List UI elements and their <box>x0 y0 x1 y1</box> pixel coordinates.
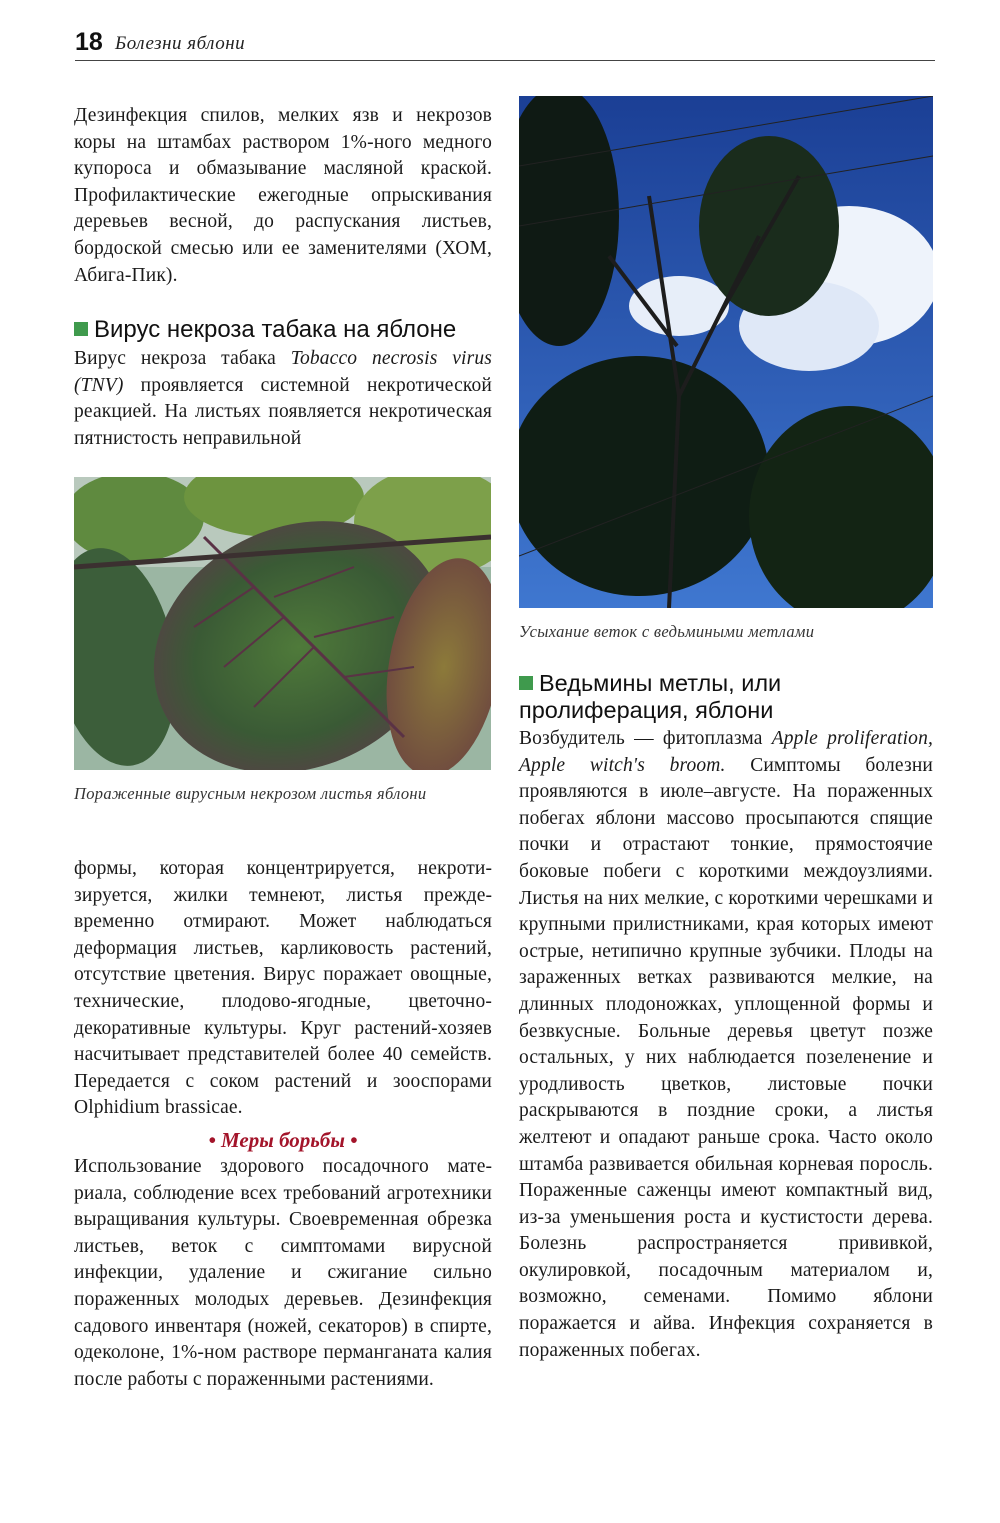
continuation-block <box>74 856 492 1122</box>
tnv-paragraph <box>74 346 492 452</box>
section-heading-witches-broom <box>519 670 933 724</box>
running-title: Болезни яблони <box>115 33 246 54</box>
witches-broom-section <box>519 670 933 1364</box>
wb-text-1: Возбудитель — фитоплазма <box>519 728 772 749</box>
section-heading-tnv-text: Вирус некроза табака на яблоне <box>94 316 457 343</box>
photo-dying-branches <box>519 96 933 608</box>
page-header <box>75 28 935 61</box>
left-photo-caption-block <box>74 781 492 807</box>
green-square-icon <box>519 676 533 690</box>
tnv-section <box>74 316 492 452</box>
tnv-latin-name: Tobacco necrosis virus (TNV) <box>74 348 492 396</box>
caption-dying-branches: Усыхание веток с ведьмиными метлами <box>519 622 815 641</box>
tnv-text-1: Вирус некроза табака <box>74 348 291 369</box>
measures-paragraph: Использование здорового посадочного материала, соблюдение всех требований агротехники выращивания культуры. Своевременная обрезка листьев, веток с симптомами вирусной инфекции, удаление и сжигание сильно пораженных молодых деревьев. Дезинфекция садового инвентаря (ножей, секаторов) в спирте, одеколоне, 1%-ном растворе перманганата калия после работы с пораженными растениями. <box>74 1156 492 1390</box>
tree-illustration <box>519 96 933 608</box>
intro-paragraph-block <box>74 103 492 289</box>
wb-latin-name: Apple proliferation, Apple witch's broom. <box>519 728 934 776</box>
wb-text-2: Симптомы болезни проявляются в июле–августе. На пораженных побегах яблони массово просыпаются спящие почки и отрастают тонкие, прямостоячие боковые побеги с короткими междоузлиями. Листья на них мелкие, с короткими черешками и крупными прилистниками, края которых имеют острые, нетипично крупные зубчики. Плоды на зараженных ветках развиваются мелкие, на длинных плодоножках, уплощенной формы и безвкусные. Больные деревья цветут позже остальных, у них наблюдается позеленение и уродливость цветков, листовые почки раскрываются в поздние сроки, а листья желтеют и опадают раньше срока. Часто около штамба развивается обильная корневая поросль. Пораженные саженцы имеют компактный вид, из-за уменьшения роста и кустистости дерева. Болезнь распространяется прививкой, окулировкой, посадочным материалом и, возможно, семенами. Помимо яблони поражается и айва. Инфекция сохраняется в пораженных побегах. <box>519 754 933 1361</box>
green-square-icon <box>74 322 88 336</box>
photo-infected-leaves <box>74 477 491 770</box>
measures-block <box>74 1126 492 1393</box>
tnv-text-2: проявляется системной некротической реакцией. На листьях появляется некротическая пятнистость неправильной <box>74 374 492 449</box>
section-heading-tnv <box>74 316 492 344</box>
tnv-continuation: формы, которая концентрируется, некротизируется, жилки темнеют, листья преждевременно отмирают. Может наблюдаться деформация листьев, карликовость растений, отсутствие цветения. Вирус поражает овощные, технические, плодово-ягодные, цветочно-декоративные культуры. Круг растений-хозяев насчитывает представителей более 40 семейств. Передается с соком растений и зооспорами Olphidium brassicae. <box>74 858 492 1119</box>
witches-broom-paragraph <box>519 726 933 1364</box>
measures-heading: • Меры борьбы • <box>208 1128 358 1152</box>
leaves-illustration <box>74 477 491 770</box>
intro-paragraph: Дезинфекция спилов, мелких язв и некрозов коры на штамбах раствором 1%-ного медного купороса и обмазывание масляной краской. Профилактические ежегодные опрыскивания деревьев весной, до распускания листьев, бордоской смесью или ее заменителями (ХОМ, Абига-Пик). <box>74 105 492 286</box>
caption-infected-leaves: Пораженные вирусным некрозом листья яблони <box>74 784 427 803</box>
section-heading-witches-broom-text: Ведьмины метлы, или пролиферация, яблони <box>519 670 782 723</box>
page-number: 18 <box>75 28 103 56</box>
right-photo-caption-block <box>519 619 933 645</box>
